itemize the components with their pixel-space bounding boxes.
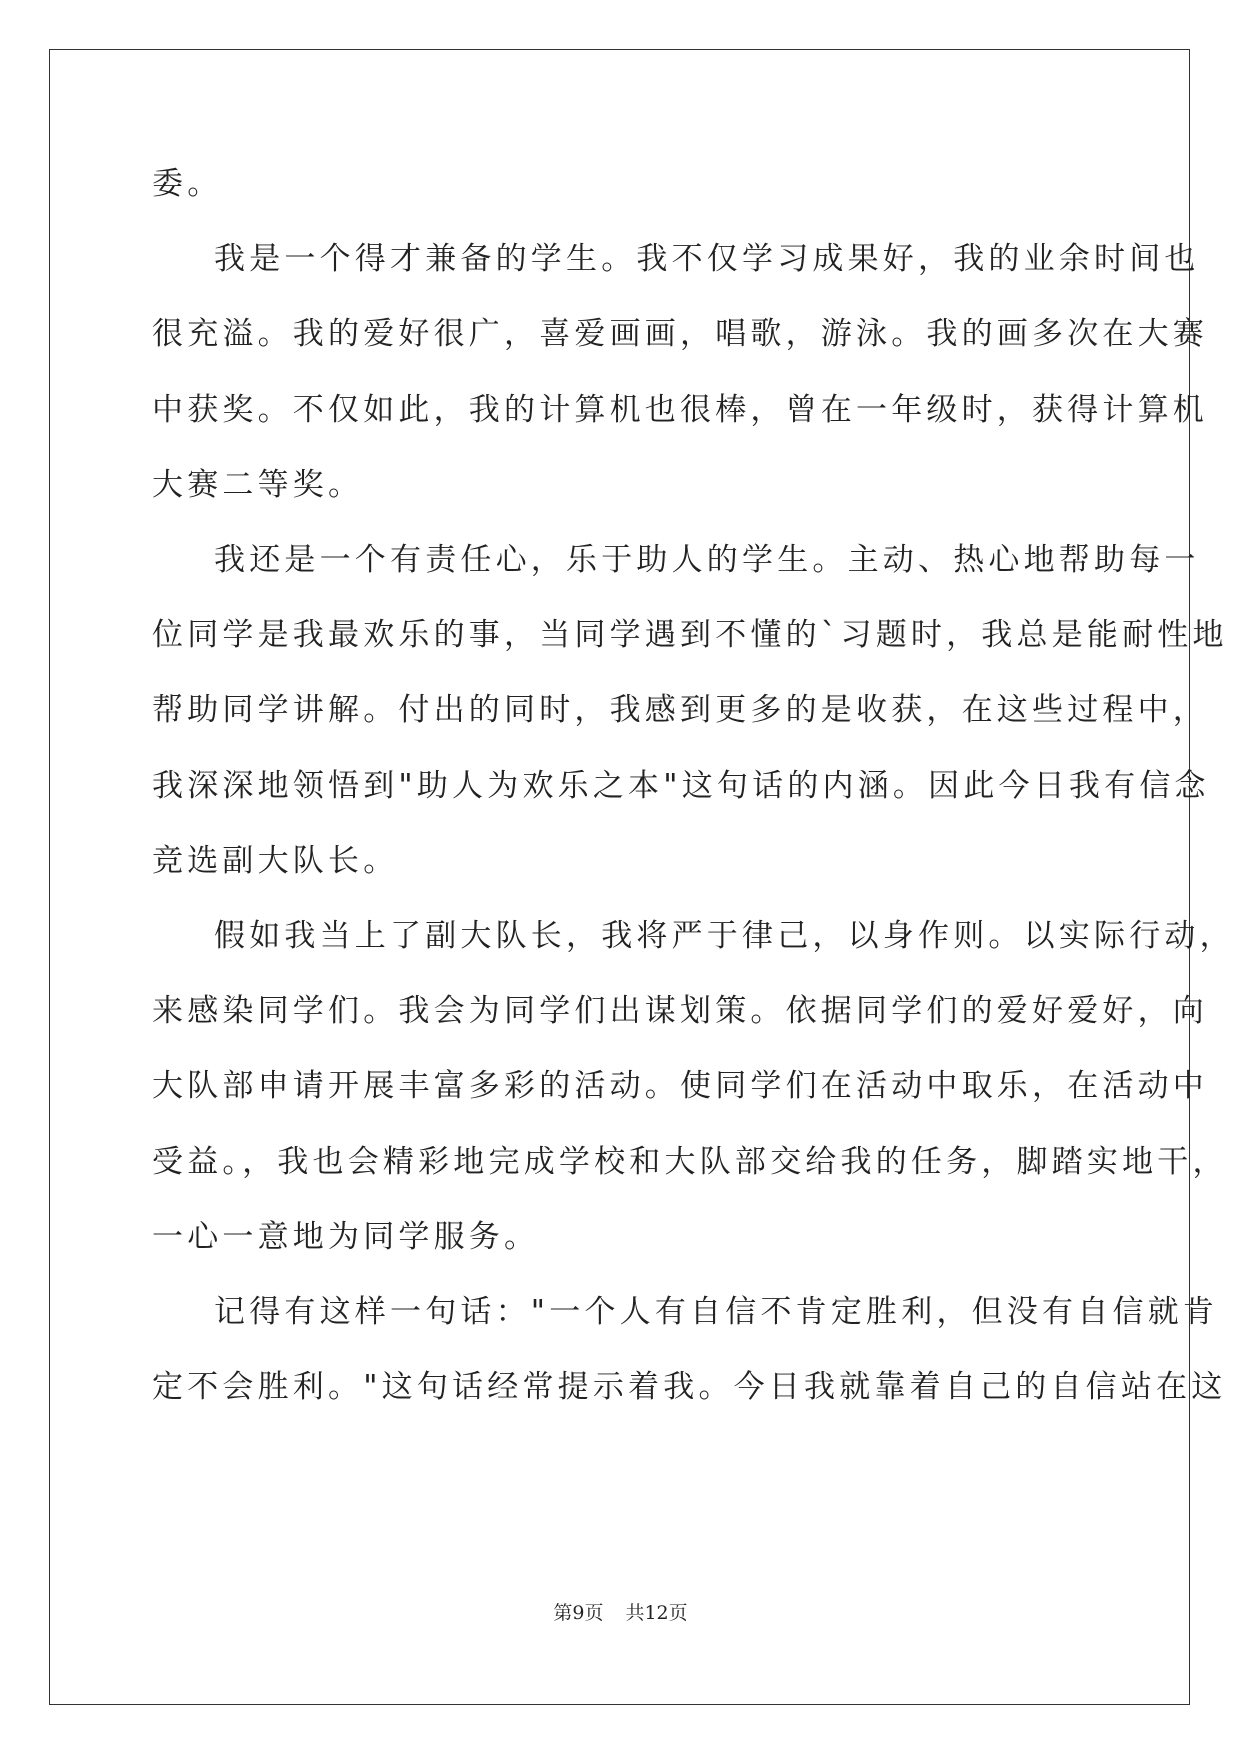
text-line: 定不会胜利。"这句话经常提示着我。今日我就靠着自己的自信站在这: [152, 1369, 1227, 1406]
text-line: 受益。，我也会精彩地完成学校和大队部交给我的任务，脚踏实地干，: [152, 1143, 1228, 1180]
text-line: 委。: [152, 166, 223, 202]
text-line: 竞选副大队长。: [152, 842, 399, 879]
text-line: 记得有这样一句话："一个人有自信不肯定胜利，但没有自信就肯: [214, 1294, 1219, 1330]
text-line: 位同学是我最欢乐的事，当同学遇到不懂的`习题时，我总是能耐性地: [152, 617, 1228, 654]
text-line: 我还是一个有责任心，乐于助人的学生。主动、热心地帮助每一: [214, 542, 1200, 578]
page-number: 第9页: [553, 1602, 604, 1624]
text-line: 我是一个得才兼备的学生。我不仅学习成果好，我的业余时间也: [214, 241, 1200, 278]
text-line: 帮助同学讲解。付出的同时，我感到更多的是收获，在这些过程中，: [152, 692, 1208, 729]
text-line: 中获奖。不仅如此，我的计算机也很棒，曾在一年级时，获得计算机: [152, 391, 1208, 428]
text-line: 一心一意地为同学服务。: [152, 1218, 540, 1255]
text-line: 大队部申请开展丰富多彩的活动。使同学们在活动中取乐，在活动中: [152, 1068, 1208, 1105]
text-line: 假如我当上了副大队长，我将严于律己，以身作则。以实际行动，: [214, 918, 1235, 954]
text-line: 很充溢。我的爱好很广，喜爱画画，唱歌，游泳。我的画多次在大赛: [152, 316, 1208, 353]
text-line: 来感染同学们。我会为同学们出谋划策。依据同学们的爱好爱好，向: [152, 993, 1208, 1030]
total-pages: 共12页: [625, 1602, 688, 1624]
text-line: 大赛二等奖。: [152, 466, 364, 503]
page-footer: [0, 1598, 1241, 1625]
text-line: 我深深地领悟到"助人为欢乐之本"这句话的内涵。因此今日我有信念: [152, 767, 1210, 804]
